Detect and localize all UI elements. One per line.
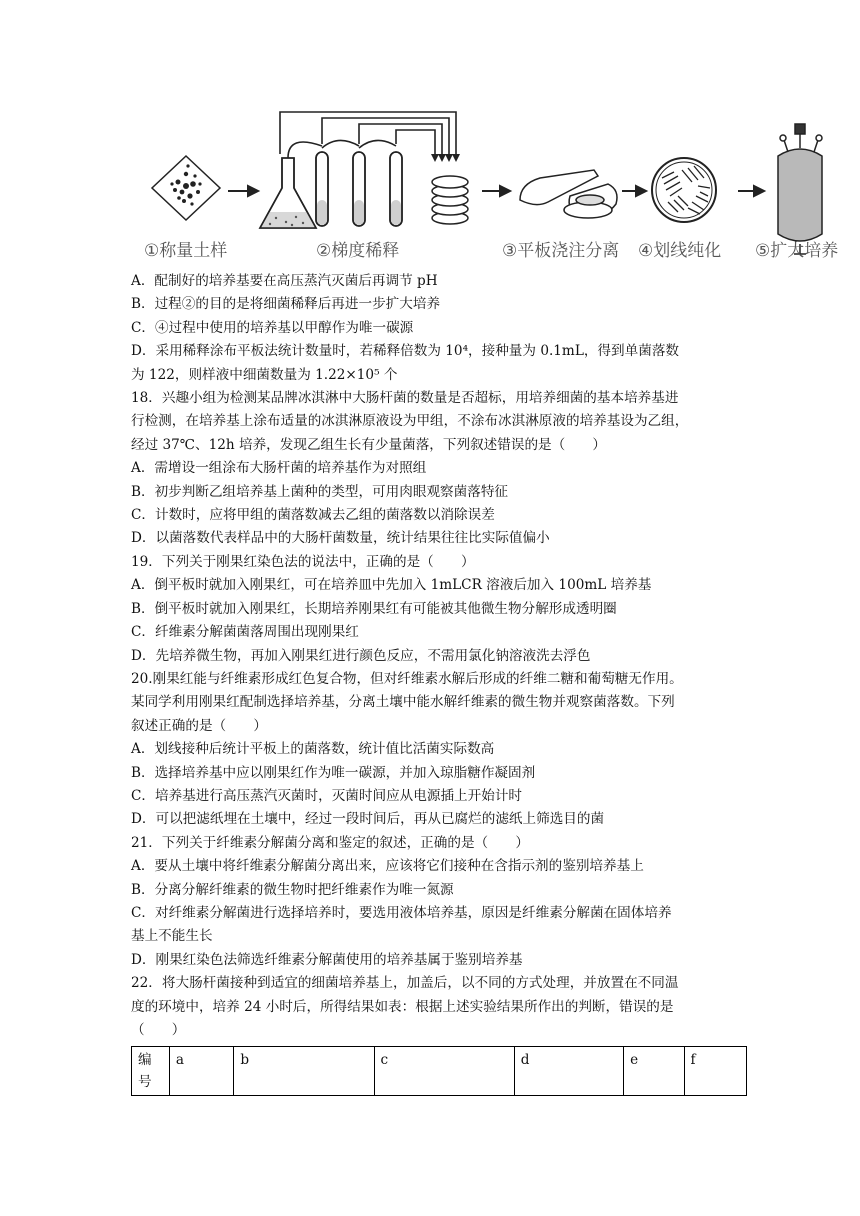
question-stem-line: 22．将大肠杆菌接种到适宜的细菌培养基上，加盖后，以不同的方式处理，并放置在不同温: [131, 975, 679, 992]
option-line: C．纤维素分解菌菌落周围出现刚果红: [131, 624, 359, 641]
option-line: A．配制好的培养基要在高压蒸汽灭菌后再调节 pH: [131, 273, 438, 289]
question-stem-line: 20.刚果红能与纤维素形成红色复合物，但对纤维素水解后形成的纤维二糖和葡萄糖无作用。: [131, 670, 683, 687]
option-line: A．划线接种后统计平板上的菌落数，统计值比活菌实际数高: [131, 741, 495, 758]
question-stem-line: 19．下列关于刚果红染色法的说法中，正确的是（ ）: [131, 553, 475, 570]
option-line: D．可以把滤纸埋在土壤中，经过一段时间后，再从已腐烂的滤纸上筛选目的菌: [131, 811, 605, 828]
step-caption: ②梯度稀释: [316, 241, 400, 261]
arrow-icon: [738, 186, 764, 196]
result-table: [131, 1046, 747, 1096]
table-header-cell: f: [684, 1047, 746, 1096]
option-line: B．初步判断乙组培养基上菌种的类型，可用肉眼观察菌落特征: [131, 483, 509, 500]
streak-plate-illustration: [652, 158, 716, 222]
option-line: D．采用稀释涂布平板法统计数量时，若稀释倍数为 10⁴，接种量为 0.1mL，得到单菌落数: [131, 343, 680, 360]
step-caption: ①称量土样: [144, 241, 228, 261]
plate-stack-illustration: [432, 176, 468, 224]
arrow-icon: [228, 186, 258, 196]
option-line: B．分离分解纤维素的微生物时把纤维素作为唯一氮源: [131, 881, 454, 898]
question-17-options: [131, 270, 743, 387]
table-header-cell: e: [624, 1047, 684, 1096]
option-line: A．倒平板时就加入刚果红，可在培养皿中先加入 1mLCR 溶液后加入 100mL 培养基: [131, 577, 652, 594]
soil-sample-illustration: [152, 156, 220, 220]
table-header-cell: a: [169, 1047, 233, 1096]
question-stem-line: 18．兴趣小组为检测某品牌冰淇淋中大肠杆菌的数量是否超标，用培养细菌的基本培养基进: [131, 390, 679, 407]
experiment-flow-figure: [144, 104, 839, 264]
question-22: [131, 972, 743, 1096]
option-line: B．倒平板时就加入刚果红，长期培养刚果红有可能被其他微生物分解形成透明圈: [131, 600, 617, 617]
question-stem-line: 行检测，在培养基上涂布适量的冰淇淋原液设为甲组，不涂布冰淇淋原液的培养基设为乙组，: [131, 413, 689, 430]
option-line: C．对纤维素分解菌进行选择培养时，要选用液体培养基，原因是纤维素分解菌在固体培养: [131, 904, 672, 921]
table-header-cell: 编号: [132, 1047, 170, 1096]
question-19: [131, 551, 743, 668]
step-caption: ③平板浇注分离: [502, 241, 620, 261]
arrow-icon: [622, 186, 646, 196]
table-header-cell: d: [514, 1047, 623, 1096]
arrow-icon: [482, 186, 510, 196]
option-line: C．④过程中使用的培养基以甲醇作为唯一碳源: [131, 319, 414, 336]
option-line: D．刚果红染色法筛选纤维素分解菌使用的培养基属于鉴别培养基: [131, 951, 523, 968]
option-line: D．以菌落数代表样品中的大肠杆菌数量，统计结果往往比实际值偏小: [131, 530, 550, 547]
question-stem-line: 某同学利用刚果红配制选择培养基，分离土壤中能水解纤维素的微生物并观察菌落数。下列: [131, 694, 675, 711]
option-line: B．过程②的目的是将细菌稀释后再进一步扩大培养: [131, 296, 441, 313]
question-20: [131, 668, 743, 832]
question-content: [131, 270, 743, 1096]
option-line: D．先培养微生物，再加入刚果红进行颜色反应，不需用氯化钠溶液洗去浮色: [131, 647, 591, 664]
question-stem-line: （ ）: [131, 1022, 186, 1038]
question-18: [131, 387, 743, 551]
table-header-cell: c: [374, 1047, 514, 1096]
table-header-cell: b: [234, 1047, 374, 1096]
step-caption: ⑤扩大培养: [755, 241, 839, 261]
pouring-illustration: [520, 170, 617, 218]
table-row: [132, 1047, 747, 1096]
question-21: [131, 832, 743, 972]
option-line: C．培养基进行高压蒸汽灭菌时，灭菌时间应从电源插上开始计时: [131, 787, 523, 804]
question-stem-line: 经过 37℃、12h 培养，发现乙组生长有少量菌落，下列叙述错误的是（ ）: [131, 436, 607, 453]
option-line: B．选择培养基中应以刚果红作为唯一碳源，并加入琼脂糖作凝固剂: [131, 764, 536, 781]
option-line: A．要从土壤中将纤维素分解菌分离出来，应该将它们接种在含指示剂的鉴别培养基上: [131, 858, 644, 875]
arrowheads-icon: [431, 154, 460, 162]
step-caption: ④划线纯化: [638, 241, 722, 261]
question-stem-line: 度的环境中，培养 24 小时后，所得结果如表：根据上述实验结果所作出的判断，错误的是: [131, 998, 674, 1015]
fermenter-illustration: [778, 124, 822, 254]
option-line: A．需增设一组涂布大肠杆菌的培养基作为对照组: [131, 460, 427, 477]
question-stem-line: 叙述正确的是（ ）: [131, 717, 267, 734]
option-line: 基上不能生长: [131, 928, 213, 945]
option-line: 为 122，则样液中细菌数量为 1.22×10⁵ 个: [131, 366, 398, 383]
question-stem-line: 21．下列关于纤维素分解菌分离和鉴定的叙述，正确的是（ ）: [131, 834, 529, 851]
flask-illustration: [260, 158, 316, 228]
option-line: C．计数时，应将甲组的菌落数减去乙组的菌落数以消除误差: [131, 507, 495, 524]
